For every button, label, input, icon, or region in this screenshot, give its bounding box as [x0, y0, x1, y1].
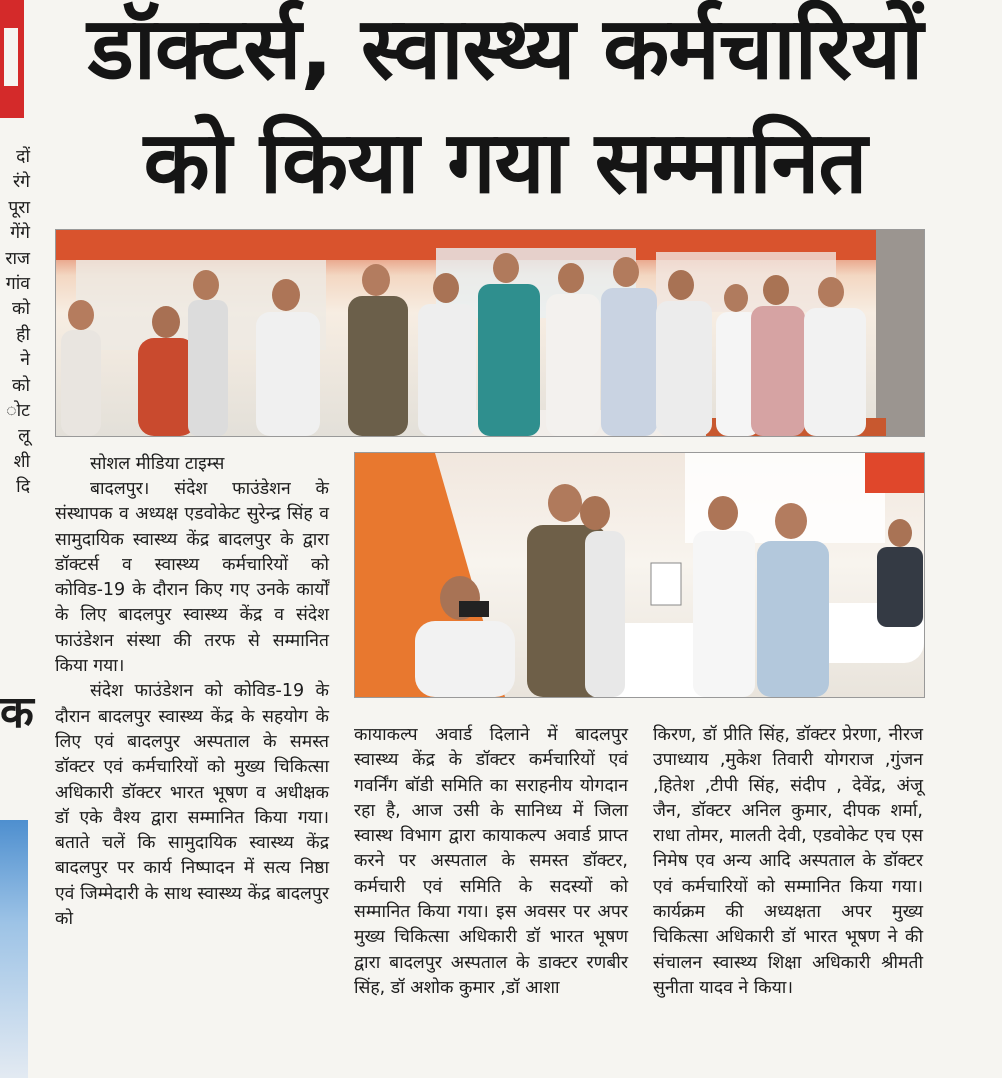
article-column-2	[354, 723, 628, 1001]
article-paragraph-2: संदेश फाउंडेशन को कोविड-19 के दौरान बादलपुर स्वास्थ्य केंद्र के सहयोग के लिए एवं बादलपुर अस्पताल के समस्त डॉक्टर एवं कर्मचारियों को मुख्य चिकित्सा अधिकारी डॉक्टर भारत भूषण व अधीक्षक डॉ एके वैश्य द्वारा सम्मानित किया गया। बताते चलें कि सामुदायिक स्वास्थ्य केंद्र बादलपुर पर कार्य निष्पादन में सत्य निष्ठा एवं जिम्मेदारी के साथ स्वास्थ्य केंद्र बादलपुर को	[55, 681, 329, 930]
adjacent-column-fragment-line: दि	[16, 477, 30, 498]
adjacent-column-fragment-line: रंगे	[12, 172, 30, 193]
headline-line-1: डॉक्टर्स, स्वास्थ्य कर्मचारियों	[87, 0, 923, 99]
adjacent-column-fragment-line: दों	[16, 147, 30, 167]
adjacent-column-fragment-line: लू	[18, 426, 30, 447]
group-photo-illustration	[56, 230, 924, 436]
photo-credit: सोशल मीडिया टाइम्स	[90, 454, 225, 474]
article-column-3	[653, 723, 923, 1001]
adjacent-column-fragment-line: ने	[20, 350, 30, 371]
adjacent-red-box	[0, 0, 24, 118]
adjacent-column-fragment-line: ही	[16, 324, 30, 345]
adjacent-column-fragment-line: राज	[5, 248, 30, 269]
article-paragraph-4: किरण, डॉ प्रीति सिंह, डॉक्टर प्रेरणा, नीरज उपाध्याय ,मुकेश तिवारी योगराज ,गुंजन ,हितेश ,टीपी सिंह, संदीप , देवेंद्र, अंजू जैन, डॉक्टर अनिल कुमार, दीपक शर्मा, राधा तोमर, मालती देवी, एडवोकेट एच एस निमेष एव अन्य आदि अस्पताल के डॉक्टर एवं कर्मचारियों को सम्मानित किया गया। कार्यक्रम की अध्यक्षता अपर मुख्य चिकित्सा अधिकारी डॉ भारत भूषण ने की संचालन स्वास्थ्य शिक्षा अधिकारी श्रीमती सुनीता यादव ने किया।	[653, 725, 923, 998]
adjacent-column-fragment-line: को	[12, 299, 30, 320]
article-paragraph-3: कायाकल्प अवार्ड दिलाने में बादलपुर स्वास्थ्य केंद्र के डॉक्टर कर्मचारियों एवं गवर्निंग बॉडी समिति का सराहनीय योगदान रहा है, आज उसी के सानिध्य में जिला स्वास्थ विभाग द्वारा कायाकल्प अवार्ड प्राप्त करने पर अस्पताल के समस्त डॉक्टर, कर्मचारी एवं समिति के सदस्यों को सम्मानित किया गया। इस अवसर पर अपर मुख्य चिकित्सा अधिकारी डॉ भारत भूषण द्वारा बादलपुर अस्पताल के डाक्टर रणबीर सिंह, डॉ अशोक कुमार ,डॉ आशा	[354, 725, 628, 998]
adjacent-column-fragment-line: गेंगे	[10, 223, 30, 244]
group-photo	[55, 229, 925, 437]
adjacent-column-fragment-line: पूरा	[8, 197, 30, 218]
award-photo	[354, 452, 925, 698]
adjacent-column-fragment	[0, 145, 30, 500]
award-photo-illustration	[355, 453, 924, 697]
adjacent-column-fragment-line: ोट	[6, 400, 30, 421]
adjacent-photo-fragment	[0, 820, 28, 1078]
headline-line-2: को किया गया सम्मानित	[143, 113, 867, 213]
adjacent-headline-fragment: क	[0, 687, 34, 738]
article-paragraph-1: बादलपुर। संदेश फाउंडेशन के संस्थापक व अध्यक्ष एडवोकेट सुरेन्द्र सिंह व सामुदायिक स्वास्थ्य केंद्र बादलपुर के द्वारा डॉक्टर्स व स्वास्थ्य कर्मचारियों को कोविड-19 के दौरान किए गए उनके कार्यों के लिए बादलपुर स्वास्थ्य केंद्र व संदेश फाउंडेशन संस्था की तरफ से सम्मानित किया गया।	[55, 479, 329, 677]
adjacent-column-fragment-line: गांव	[5, 273, 30, 294]
article-column-1	[55, 477, 329, 932]
adjacent-column-fragment-line: को	[12, 375, 30, 396]
adjacent-column-fragment-line: शी	[13, 451, 30, 472]
